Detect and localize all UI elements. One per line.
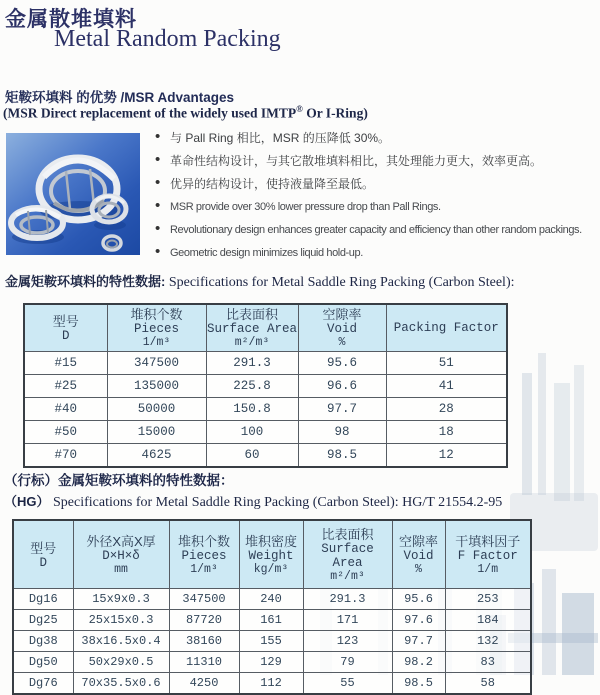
table-cell: 155: [239, 631, 303, 652]
packing-product-photo: [6, 133, 140, 255]
table-header-line: 型号: [52, 313, 79, 329]
table-cell: #15: [24, 352, 107, 375]
page-title-zh: 金属散堆填料: [5, 8, 137, 31]
table-cell: Dg16: [13, 589, 73, 610]
advantages-list: [152, 131, 600, 269]
advantage-item: • 优异的结构设计，使持液量降至最低。: [152, 177, 600, 191]
table-header-line: %: [415, 563, 422, 576]
table-header-cell: [392, 520, 445, 589]
table-cell: 95.6: [392, 589, 445, 610]
table-header-line: m²/m³: [330, 570, 365, 583]
table-row: [24, 375, 507, 398]
table-body: [24, 352, 507, 468]
table-cell: 28: [386, 398, 507, 421]
table-cell: 15x9x0.3: [73, 589, 169, 610]
table-row: [13, 631, 531, 652]
table-cell: 50x29x0.5: [73, 652, 169, 673]
table-header-line: Surface Area: [206, 322, 297, 336]
advantages-subheading: [3, 104, 368, 122]
table-cell: Dg50: [13, 652, 73, 673]
advantage-item: • Geometric design minimizes liquid hold-up.: [152, 246, 600, 260]
table-cell: 87720: [169, 610, 239, 631]
table-row: [13, 652, 531, 673]
table-row: [13, 610, 531, 631]
spec-table-carbon-steel: [23, 303, 508, 468]
table-cell: 98: [298, 421, 386, 444]
table-cell: 347500: [107, 352, 206, 375]
registered-trademark-icon: ®: [296, 104, 303, 114]
table-cell: 171: [303, 610, 392, 631]
table-row: [24, 421, 507, 444]
table-cell: 347500: [169, 589, 239, 610]
table-header: [13, 520, 531, 589]
table-cell: 18: [386, 421, 507, 444]
advantages-heading: 矩鞍环填料 的优势 /MSR Advantages: [5, 90, 235, 105]
table-row: [24, 444, 507, 468]
table-cell: 83: [445, 652, 531, 673]
table-header-row: [24, 304, 507, 352]
table-cell: 150.8: [206, 398, 298, 421]
table-header-cell: [303, 520, 392, 589]
advantage-item: • 革命性结构设计，与其它散堆填料相比，其处理能力更大，效率更高。: [152, 154, 600, 168]
table-header-line: 堆积密度: [244, 534, 297, 549]
hg-section-heading-zh: （行标）金属矩鞍环填料的特性数据：: [4, 473, 234, 488]
table-cell: 100: [206, 421, 298, 444]
table-cell: Dg25: [13, 610, 73, 631]
table-header-cell: [24, 304, 107, 352]
table-header-line: D: [61, 328, 70, 343]
table-header-cell: [169, 520, 239, 589]
table-cell: 79: [303, 652, 392, 673]
table-cell: 253: [445, 589, 531, 610]
table-cell: 50000: [107, 398, 206, 421]
table-header-cell: [239, 520, 303, 589]
table-cell: 51: [386, 352, 507, 375]
table-header-line: mm: [114, 563, 128, 576]
advantage-item: • Revolutionary design enhances greater capacity and efficiency than other random packings.: [152, 223, 600, 237]
table-cell: 25x15x0.3: [73, 610, 169, 631]
table-header-line: Void: [326, 322, 357, 336]
table-header-line: Packing Factor: [393, 320, 499, 335]
table-cell: 240: [239, 589, 303, 610]
table-header-line: m²/m³: [234, 336, 270, 349]
table-header-row: [13, 520, 531, 589]
table-header-line: 型号: [30, 540, 57, 556]
table-cell: 132: [445, 631, 531, 652]
table-cell: 95.6: [298, 352, 386, 375]
table-cell: 291.3: [206, 352, 298, 375]
spec-section-heading-zh: 金属矩鞍环填料的特性数据:: [5, 274, 166, 289]
table-cell: #70: [24, 444, 107, 468]
table-row: [24, 398, 507, 421]
table-header-line: Pieces: [181, 549, 227, 563]
table-header-line: 外径X高X厚: [86, 534, 156, 549]
table-cell: Dg76: [13, 673, 73, 695]
table-cell: 11310: [169, 652, 239, 673]
table-header: [24, 304, 507, 352]
table-cell: 38x16.5x0.4: [73, 631, 169, 652]
table-header-line: 1/m³: [142, 336, 171, 349]
table-row: [24, 352, 507, 375]
table-cell: Dg38: [13, 631, 73, 652]
hg-section-heading-en: [4, 491, 502, 511]
table-cell: 4625: [107, 444, 206, 468]
table-body: [13, 589, 531, 695]
advantages-subheading-text: (MSR Direct replacement of the widely used IMTP: [3, 105, 297, 121]
table-cell: 4250: [169, 673, 239, 695]
page-title-en: Metal Random Packing: [54, 26, 281, 52]
table-header-line: Weight: [248, 549, 294, 563]
table-header-line: 空隙率: [322, 307, 362, 322]
advantage-item: • MSR provide over 30% lower pressure drop than Pall Rings.: [152, 200, 600, 214]
advantages-subheading-suffix: Or I-Ring): [302, 105, 368, 121]
table-header-line: D: [39, 555, 47, 570]
table-header-line: 堆积个数: [130, 307, 183, 322]
table-header-cell: [445, 520, 531, 589]
table-header-line: Pieces: [133, 322, 179, 336]
table-row: [13, 673, 531, 695]
table-header-line: 比表面积: [225, 307, 278, 322]
table-cell: 98.5: [298, 444, 386, 468]
table-cell: 161: [239, 610, 303, 631]
table-header-line: kg/m³: [253, 563, 289, 576]
table-cell: 38160: [169, 631, 239, 652]
table-cell: 60: [206, 444, 298, 468]
table-cell: 98.2: [392, 652, 445, 673]
table-header-cell: [386, 304, 507, 352]
hg-text: Specifications for Metal Saddle Ring Packing (Carbon Steel): HG/T 21554.2-95: [49, 495, 503, 510]
table-header-cell: [206, 304, 298, 352]
table-cell: 58: [445, 673, 531, 695]
hg-prefix: （HG）: [4, 494, 50, 509]
table-header-line: F Factor: [457, 549, 518, 563]
table-header-line: Surface Area: [321, 542, 374, 570]
table-cell: 225.8: [206, 375, 298, 398]
table-cell: 97.7: [298, 398, 386, 421]
table-header-line: Void: [403, 549, 434, 563]
table-row: [13, 589, 531, 610]
table-header-line: D×H×δ: [102, 549, 140, 563]
table-cell: 291.3: [303, 589, 392, 610]
table-cell: 55: [303, 673, 392, 695]
table-header-line: 干填料因子: [455, 534, 521, 549]
table-cell: 98.5: [392, 673, 445, 695]
table-cell: #25: [24, 375, 107, 398]
table-header-cell: [13, 520, 73, 589]
table-cell: 184: [445, 610, 531, 631]
table-cell: 12: [386, 444, 507, 468]
table-header-line: 1/m³: [190, 563, 218, 576]
table-cell: 70x35.5x0.6: [73, 673, 169, 695]
table-cell: 123: [303, 631, 392, 652]
saddle-rings-illustration: [6, 133, 140, 255]
table-header-cell: [107, 304, 206, 352]
table-cell: 15000: [107, 421, 206, 444]
table-cell: 97.6: [392, 610, 445, 631]
table-cell: 112: [239, 673, 303, 695]
advantage-item: • 与 Pall Ring 相比，MSR 的压降低 30%。: [152, 131, 600, 145]
table-cell: 96.6: [298, 375, 386, 398]
spec-table-hg-standard: [12, 519, 532, 695]
table-header-line: 空隙率: [398, 534, 438, 549]
table-header-line: 比表面积: [321, 527, 374, 542]
table-cell: 129: [239, 652, 303, 673]
spec-section-heading-en: Specifications for Metal Saddle Ring Packing (Carbon Steel):: [165, 275, 515, 290]
table-cell: 97.7: [392, 631, 445, 652]
table-header-cell: [73, 520, 169, 589]
table-header-line: 1/m: [477, 563, 499, 576]
table-header-line: %: [338, 336, 346, 349]
table-cell: 41: [386, 375, 507, 398]
table-cell: 135000: [107, 375, 206, 398]
table-header-cell: [298, 304, 386, 352]
table-cell: #40: [24, 398, 107, 421]
table-cell: #50: [24, 421, 107, 444]
spec-section-heading: [5, 271, 515, 291]
table-header-line: 堆积个数: [177, 534, 230, 549]
